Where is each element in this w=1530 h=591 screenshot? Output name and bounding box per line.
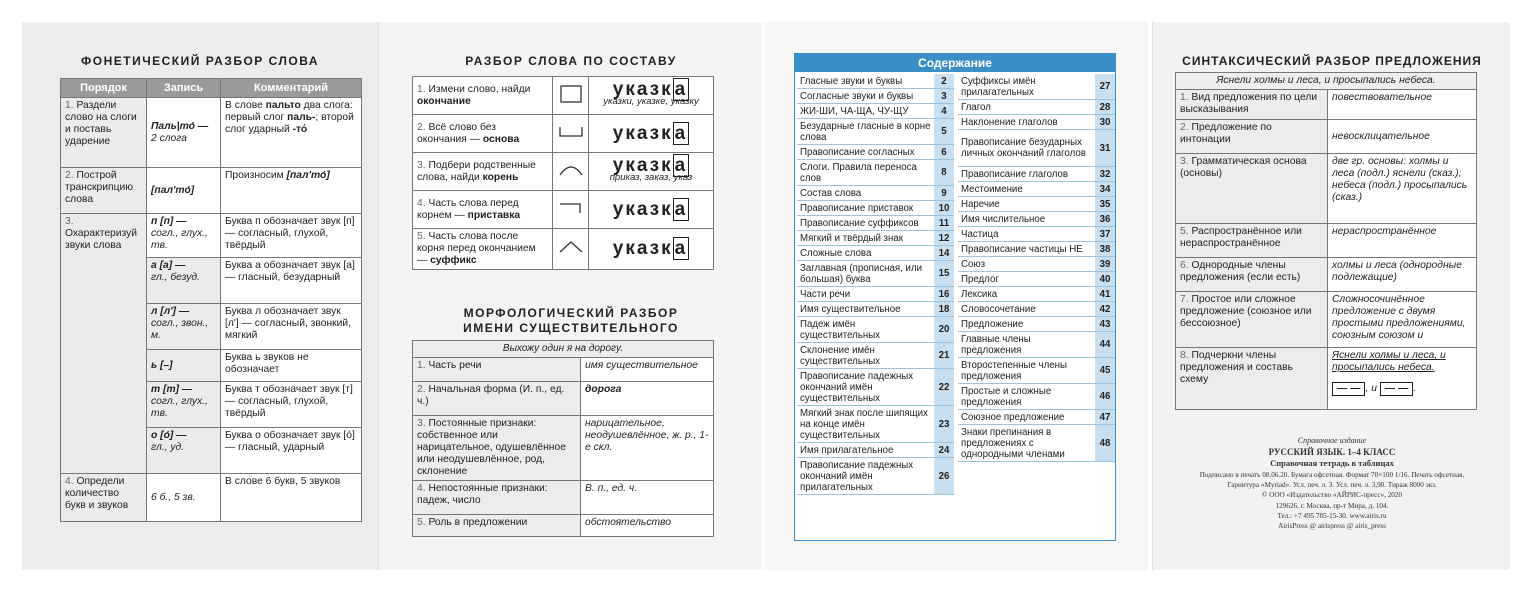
phonetic-panel bbox=[22, 22, 378, 570]
contents-item-label: Имя числительное bbox=[958, 212, 1095, 226]
table-row: 2. Начальная форма (И. п., ед. ч.) дорога bbox=[413, 382, 714, 416]
contents-item bbox=[797, 104, 954, 119]
table-row: 5. Роль в предложении обстоятельство bbox=[413, 515, 714, 537]
contents-item-page: 45 bbox=[1095, 358, 1115, 383]
contents-item-page: 21 bbox=[934, 343, 954, 368]
contents-item-label: Мягкий и твёрдый знак bbox=[797, 231, 934, 245]
col-order: Порядок bbox=[61, 79, 147, 98]
pub-line-9: AirisPress @ airispress @ airis_press bbox=[1278, 522, 1386, 530]
morph-table bbox=[412, 340, 714, 537]
pub-line-8: Тел.: +7 495 785-15-30. www.airis.ru bbox=[1277, 512, 1387, 520]
table-row: а [а] — гл., безуд. Буква а обозначает звук [а] — гласный, безударный bbox=[61, 258, 362, 304]
morph-title-1: МОРФОЛОГИЧЕСКИЙ РАЗБОР bbox=[463, 306, 679, 320]
contents-item-label: Падеж имён существительных bbox=[797, 317, 934, 342]
contents-item bbox=[797, 317, 954, 343]
pub-line-4: Подписано в печать 08.06.20. Бумага офсетная. Формат 70×100 1/16. Печать офсетная. bbox=[1199, 471, 1465, 479]
pub-line-5: Гарнитура «Myriad». Усл. печ. л. 3. Усл. печ. л. 3,90. Тираж 8000 экз. bbox=[1227, 481, 1437, 489]
table-row: 1. Вид предложения по цели высказывания повествовательное bbox=[1176, 90, 1477, 120]
contents-item-label: Правописание приставок bbox=[797, 201, 934, 215]
contents-item-page: 2 bbox=[934, 74, 954, 88]
contents-item-label: Правописание частицы НЕ bbox=[958, 242, 1095, 256]
contents-item-label: Наклонение глаголов bbox=[958, 115, 1095, 129]
contents-item-label: ЖИ-ШИ, ЧА-ЩА, ЧУ-ЩУ bbox=[797, 104, 934, 118]
contents-item-page: 44 bbox=[1095, 332, 1115, 357]
contents-item-label: Союз bbox=[958, 257, 1095, 271]
contents-item-page: 24 bbox=[934, 443, 954, 457]
contents-left-column bbox=[797, 74, 954, 495]
contents-item-page: 23 bbox=[934, 406, 954, 442]
table-row: 2. Всё слово без окончания — основа указк а bbox=[413, 115, 714, 153]
root-icon bbox=[553, 153, 589, 191]
stem-icon bbox=[553, 115, 589, 153]
contents-item-page: 39 bbox=[1095, 257, 1115, 271]
contents-item-label: Части речи bbox=[797, 287, 934, 301]
contents-item-page: 10 bbox=[934, 201, 954, 215]
contents-item-page: 36 bbox=[1095, 212, 1115, 226]
contents-item-page: 32 bbox=[1095, 167, 1115, 181]
col-record: Запись bbox=[147, 79, 221, 98]
contents-item-label: Состав слова bbox=[797, 186, 934, 200]
table-row: 7. Простое или сложное предложение (союзное или бессоюзное) Сложносочинённое предложение с двумя простыми предложениями, союзным союзом и bbox=[1176, 292, 1477, 348]
contents-item bbox=[797, 343, 954, 369]
table-row: л [л'] — согл., звон., м. Буква л обозначает звук [л'] — согласный, звонкий, мягкий bbox=[61, 304, 362, 350]
scheme-box-2: — — bbox=[1380, 382, 1413, 396]
contents-item bbox=[797, 231, 954, 246]
contents-item-page: 16 bbox=[934, 287, 954, 301]
contents-item bbox=[958, 272, 1115, 287]
contents-item-label: Заглавная (прописная, или большая) буква bbox=[797, 261, 934, 286]
contents-item bbox=[958, 182, 1115, 197]
contents-item-page: 37 bbox=[1095, 227, 1115, 241]
contents-item-label: Лексика bbox=[958, 287, 1095, 301]
contents-item-page: 26 bbox=[934, 458, 954, 494]
table-row: 4. Непостоянные признаки: падеж, число В. п., ед. ч. bbox=[413, 481, 714, 515]
contents-item-page: 46 bbox=[1095, 384, 1115, 409]
contents-item-label: Простые и сложные предложения bbox=[958, 384, 1095, 409]
contents-item-page: 47 bbox=[1095, 410, 1115, 424]
contents-item-page: 28 bbox=[1095, 100, 1115, 114]
contents-item bbox=[958, 332, 1115, 358]
contents-item-label: Глагол bbox=[958, 100, 1095, 114]
contents-item bbox=[797, 443, 954, 458]
col-comment: Комментарий bbox=[221, 79, 362, 98]
contents-item-label: Правописание безударных личных окончаний глаголов bbox=[958, 130, 1095, 166]
contents-item-label: Главные члены предложения bbox=[958, 332, 1095, 357]
contents-item bbox=[958, 358, 1115, 384]
contents-item bbox=[958, 212, 1115, 227]
contents-item bbox=[797, 302, 954, 317]
contents-item-page: 42 bbox=[1095, 302, 1115, 316]
contents-item-page: 18 bbox=[934, 302, 954, 316]
contents-item bbox=[958, 287, 1115, 302]
scheme-box-1: — — bbox=[1332, 382, 1365, 396]
contents-item bbox=[797, 287, 954, 302]
contents-item bbox=[958, 74, 1115, 100]
contents-item-page: 34 bbox=[1095, 182, 1115, 196]
phonetic-title: ФОНЕТИЧЕСКИЙ РАЗБОР СЛОВА bbox=[81, 54, 319, 68]
contents-item bbox=[958, 425, 1115, 462]
contents-item-label: Предложение bbox=[958, 317, 1095, 331]
composition-panel bbox=[378, 22, 762, 570]
table-row: 1. Измени слово, найди окончание указк а указки, указке, указку bbox=[413, 77, 714, 115]
contents-item-label: Безударные гласные в корне слова bbox=[797, 119, 934, 144]
contents-right-column bbox=[958, 74, 1115, 462]
syntax-title: СИНТАКСИЧЕСКИЙ РАЗБОР ПРЕДЛОЖЕНИЯ bbox=[1182, 54, 1482, 68]
contents-item-page: 5 bbox=[934, 119, 954, 144]
contents-item bbox=[797, 369, 954, 406]
table-row: 2. Построй транскрипцию слова [пал'то́] Произносим [пал'то́] bbox=[61, 168, 362, 214]
contents-item-label: Имя существительное bbox=[797, 302, 934, 316]
contents-item bbox=[958, 167, 1115, 182]
contents-item bbox=[958, 257, 1115, 272]
contents-item bbox=[797, 406, 954, 443]
sentence-scheme: — — , и — — . bbox=[1332, 382, 1416, 396]
table-row: 1. Часть речи имя существительное bbox=[413, 358, 714, 382]
contents-item-label: Знаки препинания в предложениях с однородными членами bbox=[958, 425, 1095, 461]
pub-line-3: Справочная тетрадь в таблицах bbox=[1270, 458, 1394, 468]
contents-item bbox=[797, 458, 954, 495]
contents-item bbox=[797, 160, 954, 186]
contents-item-label: Союзное предложение bbox=[958, 410, 1095, 424]
pub-line-7: 129626, г. Москва, пр-т Мира, д. 104. bbox=[1275, 502, 1389, 510]
contents-item-page: 31 bbox=[1095, 130, 1115, 166]
ending-icon bbox=[553, 77, 589, 115]
suffix-icon bbox=[553, 229, 589, 270]
contents-item-page: 6 bbox=[934, 145, 954, 159]
contents-item-label: Склонение имён существительных bbox=[797, 343, 934, 368]
table-row: о [о́] — гл., уд. Буква о обозначает звук [о́] — гласный, ударный bbox=[61, 428, 362, 474]
contents-item-page: 4 bbox=[934, 104, 954, 118]
contents-item-page: 12 bbox=[934, 231, 954, 245]
contents-item-page: 48 bbox=[1095, 425, 1115, 461]
contents-item-page: 27 bbox=[1095, 74, 1115, 99]
contents-item bbox=[958, 130, 1115, 167]
contents-item-page: 35 bbox=[1095, 197, 1115, 211]
pub-line-1: Справочное издание bbox=[1297, 436, 1367, 445]
contents-item-page: 14 bbox=[934, 246, 954, 260]
table-row: 5. Распространённое или нераспространённое нераспространённое bbox=[1176, 224, 1477, 258]
contents-item-label: Правописание суффиксов bbox=[797, 216, 934, 230]
table-row: 5. Часть слова после корня перед окончанием — суффикс указк а bbox=[413, 229, 714, 270]
contents-item bbox=[958, 410, 1115, 425]
contents-item-page: 11 bbox=[934, 216, 954, 230]
contents-item-page: 3 bbox=[934, 89, 954, 103]
contents-item bbox=[958, 242, 1115, 257]
contents-item-label: Гласные звуки и буквы bbox=[797, 74, 934, 88]
phonetic-table bbox=[60, 78, 362, 522]
morph-title-2: ИМЕНИ СУЩЕСТВИТЕЛЬНОГО bbox=[463, 321, 679, 335]
table-row: 6. Однородные члены предложения (если есть) холмы и леса (однородные подлежащие) bbox=[1176, 258, 1477, 292]
contents-item-label: Правописание падежных окончаний имён прилагательных bbox=[797, 458, 934, 494]
contents-item-page: 8 bbox=[934, 160, 954, 185]
syntax-panel bbox=[1152, 22, 1510, 570]
contents-item-label: Местоимение bbox=[958, 182, 1095, 196]
contents-item-page: 20 bbox=[934, 317, 954, 342]
contents-item-page: 15 bbox=[934, 261, 954, 286]
syntax-table bbox=[1175, 72, 1477, 410]
contents-item-page: 9 bbox=[934, 186, 954, 200]
contents-item bbox=[958, 197, 1115, 212]
contents-item-label: Правописание согласных bbox=[797, 145, 934, 159]
contents-item-page: 30 bbox=[1095, 115, 1115, 129]
contents-item bbox=[958, 302, 1115, 317]
contents-box bbox=[794, 53, 1116, 541]
contents-item bbox=[958, 384, 1115, 410]
table-row: т [т] — согл., глух., тв. Буква т обозначает звук [т] — согласный, глухой, твёрдый bbox=[61, 382, 362, 428]
table-row: 3. Охарактеризуй звуки слова п [п] — согл., глух., тв. Буква п обозначает звук [п] — согласный, глухой, твёрдый bbox=[61, 214, 362, 258]
table-row: ь [–] Буква ь звуков не обозначает bbox=[61, 350, 362, 382]
prefix-icon bbox=[553, 191, 589, 229]
table-row: 4. Часть слова перед корнем — приставка указк а bbox=[413, 191, 714, 229]
contents-item bbox=[958, 227, 1115, 242]
contents-item bbox=[797, 89, 954, 104]
table-row: 3. Подбери родственные слова, найди корень указк а приказ, заказ, указ bbox=[413, 153, 714, 191]
contents-item bbox=[797, 216, 954, 231]
contents-item-label: Наречие bbox=[958, 197, 1095, 211]
contents-item bbox=[797, 119, 954, 145]
contents-item-page: 41 bbox=[1095, 287, 1115, 301]
table-row: 1. Раздели слово на слоги и поставь ударение Паль|то́ — 2 слога В слове пальто два слога: первый слог паль-; второй слог ударный -то́ bbox=[61, 98, 362, 168]
table-row: 8. Подчеркни члены предложения и составь схему Яснели холмы и леса, и просыпались небеса. — — , и — — . bbox=[1176, 348, 1477, 410]
contents-item bbox=[797, 246, 954, 261]
contents-item-page: 40 bbox=[1095, 272, 1115, 286]
contents-item-label: Словосочетание bbox=[958, 302, 1095, 316]
contents-item-label: Второстепенные члены предложения bbox=[958, 358, 1095, 383]
contents-item-label: Правописание глаголов bbox=[958, 167, 1095, 181]
table-row: 2. Предложение по интонации невосклицательное bbox=[1176, 120, 1477, 154]
contents-item bbox=[797, 201, 954, 216]
contents-item-label: Частица bbox=[958, 227, 1095, 241]
pub-line-6: © ООО «Издательство «АЙРИС-пресс», 2020 bbox=[1261, 491, 1403, 499]
contents-item bbox=[958, 317, 1115, 332]
pub-line-2: РУССКИЙ ЯЗЫК. 1–4 КЛАСС bbox=[1268, 447, 1396, 457]
contents-title: Содержание bbox=[795, 54, 1115, 72]
contents-item bbox=[797, 145, 954, 160]
contents-item-page: 22 bbox=[934, 369, 954, 405]
contents-item-label: Сложные слова bbox=[797, 246, 934, 260]
morph-sentence: Выхожу один я на дорогу. bbox=[413, 341, 714, 358]
table-row: 4. Определи количество букв и звуков 6 б., 5 зв. В слове 6 букв, 5 звуков bbox=[61, 474, 362, 522]
table-row: 3. Грамматическая основа (основы) две гр. основы: холмы и леса (подл.) яснели (сказ.); небеса (подл.) просыпались (сказ.) bbox=[1176, 154, 1477, 224]
contents-panel bbox=[764, 22, 1148, 570]
contents-item bbox=[958, 115, 1115, 130]
contents-item bbox=[797, 74, 954, 89]
composition-title: РАЗБОР СЛОВА ПО СОСТАВУ bbox=[465, 54, 677, 68]
contents-item-label: Суффиксы имён прилагательных bbox=[958, 74, 1095, 99]
contents-item bbox=[797, 186, 954, 201]
contents-item-label: Согласные звуки и буквы bbox=[797, 89, 934, 103]
contents-item-label: Мягкий знак после шипящих на конце имён существительных bbox=[797, 406, 934, 442]
composition-table bbox=[412, 76, 714, 270]
syntax-sentence: Яснели холмы и леса, и просыпались небеса. bbox=[1176, 73, 1477, 90]
contents-item-label: Правописание падежных окончаний имён существительных bbox=[797, 369, 934, 405]
contents-item-label: Предлог bbox=[958, 272, 1095, 286]
contents-item-page: 43 bbox=[1095, 317, 1115, 331]
contents-item-page: 38 bbox=[1095, 242, 1115, 256]
contents-item bbox=[958, 100, 1115, 115]
contents-item-label: Слоги. Правила переноса слов bbox=[797, 160, 934, 185]
contents-item bbox=[797, 261, 954, 287]
contents-item-label: Имя прилагательное bbox=[797, 443, 934, 457]
table-row: 3. Постоянные признаки: собственное или нарицательное, одушевлённое или неодушевлённое, род, склонение нарицательное, неодушевлённое, ж. р., 1-е скл. bbox=[413, 416, 714, 481]
